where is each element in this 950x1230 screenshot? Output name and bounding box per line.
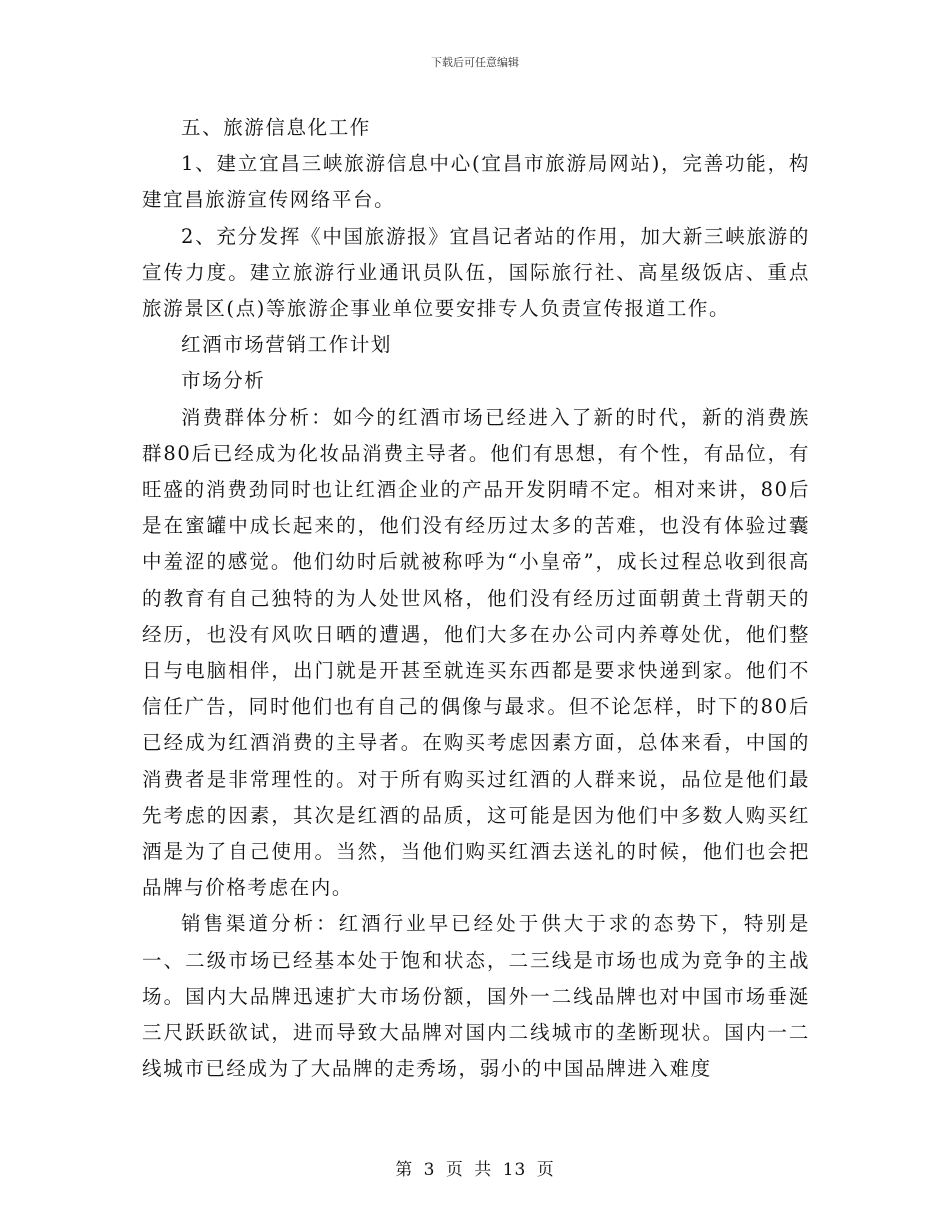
document-body [142, 110, 810, 1087]
document-title-wine-plan: 红酒市场营销工作计划 [181, 333, 393, 357]
section-heading-tourism-it: 五、旅游信息化工作 [181, 116, 371, 139]
page-footer: 第 3 页 共 13 页 [395, 1160, 555, 1180]
paragraph-item-2: 2、充分发挥《中国旅游报》宜昌记者站的作用，加大新三峡旅游的宣传力度。建立旅游行业通讯员队伍，国际旅行社、高星级饭店、重点旅游景区(点)等旅游企事业单位要安排专人负责宣传报道工作。 [142, 224, 810, 321]
paragraph-channel-analysis: 销售渠道分析：红酒行业早已经处于供大于求的态势下，特别是一、二级市场已经基本处于饱和状态，二三线是市场也成为竞争的主战场。国内大品牌迅速扩大市场份额，国外一二线品牌也对中国市场垂涎三尺跃跃欲试，进而导致大品牌对国内二线城市的垄断现状。国内一二线城市已经成为了大品牌的走秀场，弱小的中国品牌进入难度 [142, 912, 810, 1081]
header-note: 下载后可任意编辑 [431, 56, 519, 69]
paragraph-consumer-analysis: 消费群体分析：如今的红酒市场已经进入了新的时代，新的消费族群80后已经成为化妆品消费主导者。他们有思想，有个性，有品位，有旺盛的消费劲同时也让红酒企业的产品开发阴晴不定。相对来讲，80后是在蜜罐中成长起来的，他们没有经历过太多的苦难，也没有体验过囊中羞涩的感觉。他们幼时后就被称呼为“小皇帝”，成长过程总收到很高的教育有自己独特的为人处世风格，他们没有经历过面朝黄土背朝天的经历，也没有风吹日晒的遭遇，他们大多在办公司内养尊处优，他们整日与电脑相伴，出门就是开甚至就连买东西都是要求快递到家。他们不信任广告，同时他们也有自己的偶像与最求。但不论怎样，时下的80后已经成为红酒消费的主导者。在购买考虑因素方面，总体来看，中国的消费者是非常理性的。对于所有购买过红酒的人群来说，品位是他们最先考虑的因素，其次是红酒的品质，这可能是因为他们中多数人购买红酒是为了自己使用。当然，当他们购买红酒去送礼的时候，他们也会把品牌与价格考虑在内。 [142, 405, 810, 900]
paragraph-item-1: 1、建立宜昌三峡旅游信息中心(宜昌市旅游局网站)，完善功能，构建宜昌旅游宣传网络平台。 [142, 152, 810, 212]
section-heading-market-analysis: 市场分析 [181, 369, 266, 393]
